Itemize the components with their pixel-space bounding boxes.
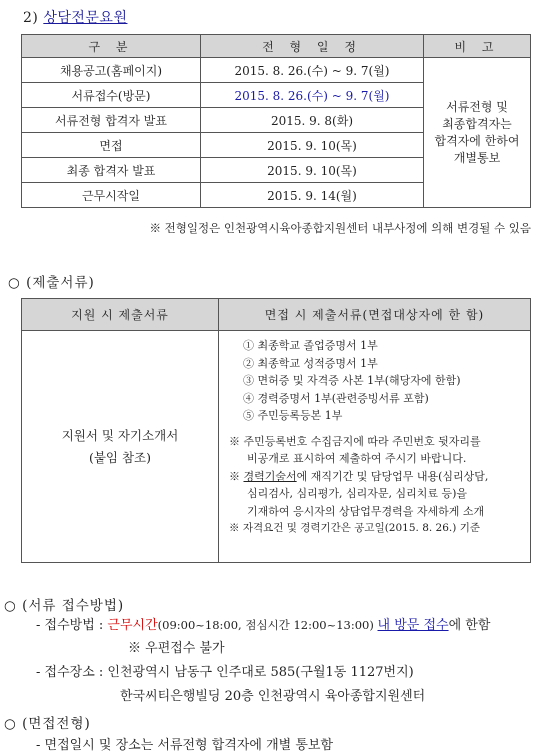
table-row bbox=[22, 331, 531, 563]
submission-place-line2: 한국씨티은행빌딩 20층 인천광역시 육아종합지원센터 bbox=[120, 689, 426, 704]
schedule-row-label: 서류접수(방문) bbox=[22, 83, 201, 108]
schedule-row-label: 최종 합격자 발표 bbox=[22, 158, 201, 183]
note-line: 기재하여 응시자의 상담업무경력을 자세하게 소개 bbox=[247, 504, 485, 518]
schedule-header-remark: 비 고 bbox=[424, 35, 531, 58]
method-hours-label: 근무시간 bbox=[107, 618, 158, 633]
note-line bbox=[229, 468, 526, 486]
documents-apply-cell bbox=[22, 331, 219, 563]
submission-place-line bbox=[36, 661, 414, 680]
place-label: - 접수장소 : bbox=[36, 665, 108, 680]
interview-note-1 bbox=[229, 433, 526, 468]
list-item: ③ 면허증 및 자격증 사본 1부(해당자에 한함) bbox=[243, 374, 461, 387]
schedule-title-text: 상담전문요원 bbox=[43, 10, 128, 26]
schedule-row-date: 2015. 9. 14(월) bbox=[201, 183, 424, 208]
documents-table bbox=[21, 298, 531, 563]
list-item: ⑤ 주민등록등본 1부 bbox=[243, 409, 343, 422]
schedule-row-date: 2015. 9. 10(목) bbox=[201, 158, 424, 183]
submission-method-line bbox=[36, 614, 490, 633]
place-line1: 인천광역시 남동구 인주대로 585(구월1동 1127번지) bbox=[107, 665, 414, 680]
documents-heading: ○ (제출서류) bbox=[8, 275, 95, 291]
interview-heading: ○ (면접전형) bbox=[4, 716, 91, 732]
remark-line: 개별통보 bbox=[453, 150, 501, 165]
schedule-table bbox=[21, 34, 531, 208]
note-line: 심리검사, 심리평가, 심리자문, 심리치료 등)을 bbox=[247, 487, 468, 500]
schedule-row-date: 2015. 8. 26.(수) ~ 9. 7(월) bbox=[201, 58, 424, 83]
submission-heading: ○ (서류 접수방법) bbox=[4, 598, 125, 614]
remark-line: 서류전형 및 bbox=[446, 99, 508, 114]
apply-doc-line: (붙임 참조) bbox=[88, 449, 152, 465]
list-item: ① 최종학교 졸업증명서 1부 bbox=[243, 339, 378, 352]
table-row bbox=[22, 58, 531, 83]
schedule-footnote: ※ 전형일정은 인천광역시육아종합지원센터 내부사정에 의해 변경될 수 있음 bbox=[149, 221, 531, 235]
documents-header-apply: 지원 시 제출서류 bbox=[22, 299, 219, 331]
interview-line: - 면접일시 및 장소는 서류전형 합격자에 개별 통보함 bbox=[36, 738, 334, 753]
method-visit: 내 방문 접수 bbox=[377, 618, 449, 633]
documents-header-row bbox=[22, 299, 531, 331]
remark-line: 합격자에 한하여 bbox=[434, 133, 520, 148]
schedule-row-label: 서류전형 합격자 발표 bbox=[22, 108, 201, 133]
schedule-row-label: 근무시작일 bbox=[22, 183, 201, 208]
apply-doc-line: 지원서 및 자기소개서 bbox=[61, 427, 179, 443]
submission-method-note: ※ 우편접수 불가 bbox=[128, 641, 225, 656]
method-tail: 에 한함 bbox=[448, 618, 491, 633]
schedule-header-category: 구 분 bbox=[22, 35, 201, 58]
note-prefix: ※ bbox=[229, 469, 244, 483]
list-item: ④ 경력증명서 1부(관련증빙서류 포함) bbox=[243, 391, 429, 405]
schedule-row-label: 면접 bbox=[22, 133, 201, 158]
note-rest: 에 재직기간 및 담당업무 내용(심리상담, bbox=[296, 469, 489, 483]
schedule-header-row bbox=[22, 35, 531, 58]
interview-note-3: ※ 자격요건 및 경력기간은 공고일(2015. 8. 26.) 기준 bbox=[229, 522, 480, 534]
schedule-row-date: 2015. 9. 10(목) bbox=[201, 133, 424, 158]
career-statement-text: 경력기술서 bbox=[243, 469, 297, 483]
interview-note-2 bbox=[229, 468, 526, 521]
method-hours: (09:00~18:00, 점심시간 12:00~13:00) bbox=[157, 618, 378, 632]
schedule-title-number: 2) bbox=[23, 10, 39, 26]
remark-line: 최종합격자는 bbox=[442, 116, 512, 131]
interview-doc-list bbox=[229, 337, 526, 425]
method-label: - 접수방법 : bbox=[36, 618, 108, 633]
schedule-remark-cell bbox=[424, 58, 531, 208]
documents-interview-cell bbox=[219, 331, 531, 563]
schedule-header-date: 전 형 일 정 bbox=[201, 35, 424, 58]
list-item: ② 최종학교 성적증명서 1부 bbox=[243, 356, 378, 370]
schedule-row-label: 채용공고(홈페이지) bbox=[22, 58, 201, 83]
note-line: 비공개로 표시하여 제출하여 주시기 바랍니다. bbox=[247, 452, 467, 465]
schedule-section-title bbox=[23, 7, 127, 27]
documents-header-interview: 면접 시 제출서류(면접대상자에 한 함) bbox=[219, 299, 531, 331]
schedule-row-date: 2015. 8. 26.(수) ~ 9. 7(월) bbox=[201, 83, 424, 108]
note-line: ※ 주민등록번호 수집금지에 따라 주민번호 뒷자리를 bbox=[229, 434, 481, 448]
schedule-row-date: 2015. 9. 8(화) bbox=[201, 108, 424, 133]
